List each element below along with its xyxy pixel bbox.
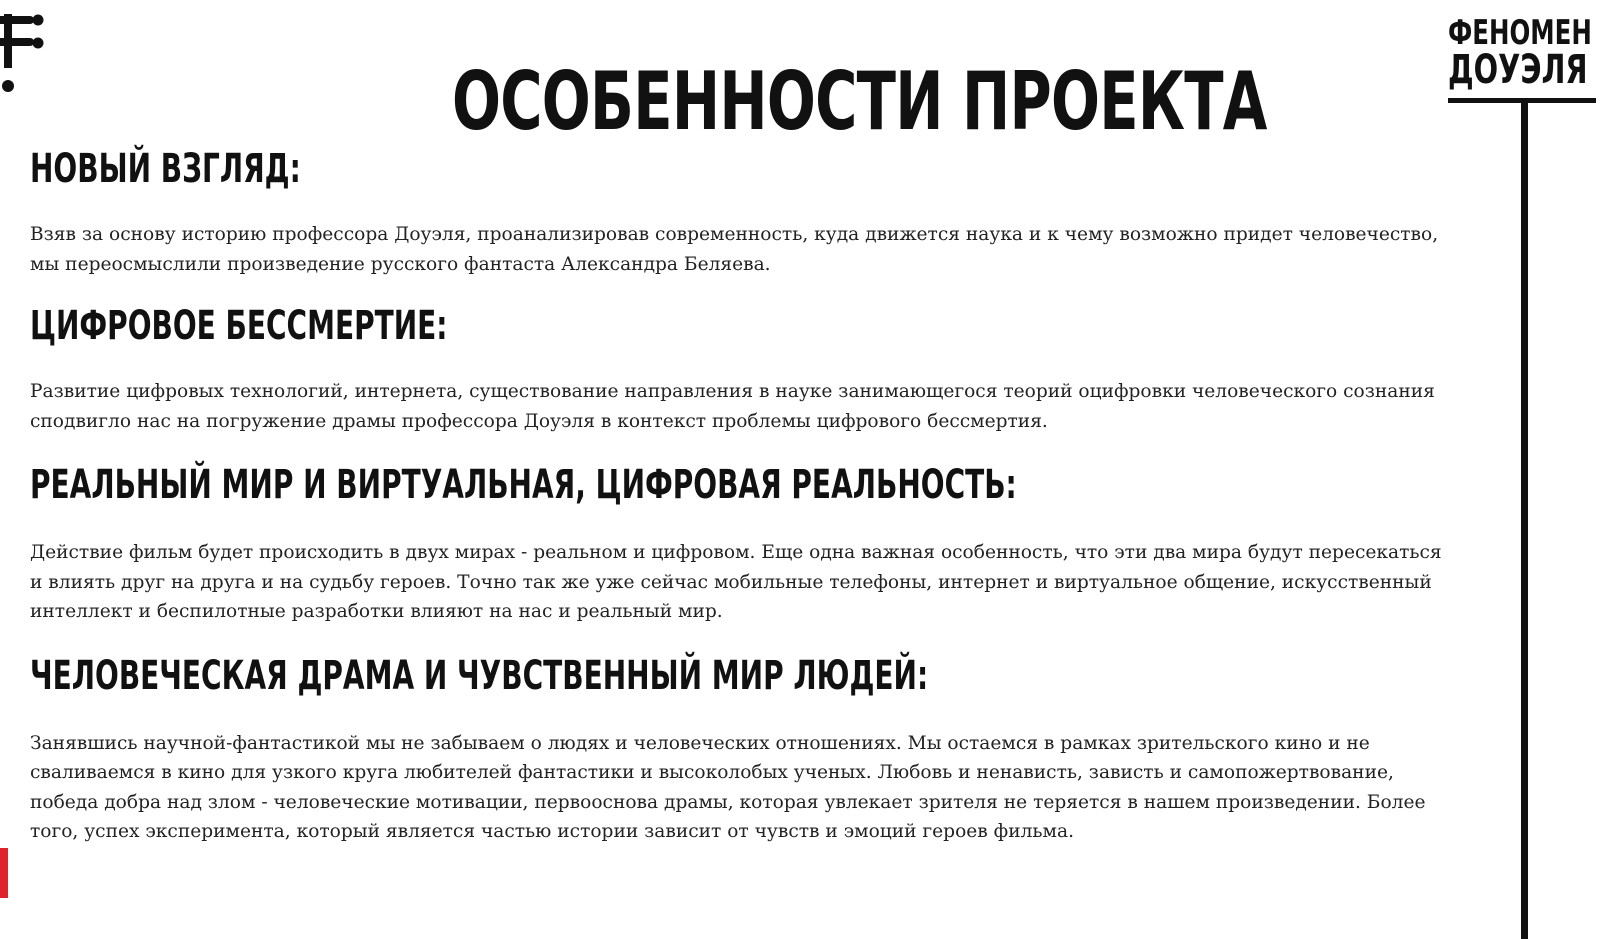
red-marker xyxy=(0,848,8,898)
page-title: ОСОБЕННОСТИ ПРОЕКТА xyxy=(452,54,1267,148)
section-heading: НОВЫЙ ВЗГЛЯД: xyxy=(30,146,301,192)
feature-section-digital-immortality xyxy=(30,301,1450,436)
section-body: Развитие цифровых технологий, интернета, существование направления в науке занимающегося теорий оцифровки человеческого сознания сподвигло нас на погружение драмы профессора Доуэля в контекст проблемы цифрового бессмертия. xyxy=(30,381,1435,432)
divider-gap-dot xyxy=(1466,852,1490,886)
features-list xyxy=(30,140,1450,847)
feature-section-human-drama xyxy=(30,651,1450,847)
brand-logo xyxy=(1448,13,1596,93)
vertical-divider xyxy=(1521,102,1528,939)
logo-mark-icon xyxy=(0,14,48,96)
section-heading: ЦИФРОВОЕ БЕССМЕРТИЕ: xyxy=(30,303,448,349)
section-body: Занявшись научной-фантастикой мы не забываем о людях и человеческих отношениях. Мы остаемся в рамках зрительского кино и не сваливаемся в кино для узкого круга любителей фантастики и высоколобых ученых. Любовь и ненависть, зависть и самопожертвование, победа добра над злом - человеческие мотивации, первооснова драмы, которая увлекает зрителя не теряется в нашем произведении. Более того, успех эксперимента, который является частью истории зависит от чувств и эмоций героев фильма. xyxy=(30,732,1426,842)
feature-section-new-view xyxy=(30,144,1450,279)
section-body: Взяв за основу историю профессора Доуэля, проанализировав современность, куда движется наука и к чему возможно придет человечество, мы переосмыслили произведение русского фантаста Александра Беляева. xyxy=(30,224,1439,275)
feature-section-real-and-virtual xyxy=(30,460,1450,627)
brand-line-1: ФЕНОМЕН xyxy=(1448,13,1592,53)
section-heading: ЧЕЛОВЕЧЕСКАЯ ДРАМА И ЧУВСТВЕННЫЙ МИР ЛЮДЕЙ: xyxy=(30,652,929,699)
brand-line-2: ДОУЭЛЯ xyxy=(1448,47,1588,93)
section-heading: РЕАЛЬНЫЙ МИР И ВИРТУАЛЬНАЯ, ЦИФРОВАЯ РЕАЛЬНОСТЬ: xyxy=(30,462,1017,508)
section-body: Действие фильм будет происходить в двух мирах - реальном и цифровом. Еще одна важная особенность, что эти два мира будут пересекаться и влиять друг на друга и на судьбу героев. Точно так же уже сейчас мобильные телефоны, интернет и виртуальное общение, искусственный интеллект и беспилотные разработки влияют на нас и реальный мир. xyxy=(30,542,1442,622)
